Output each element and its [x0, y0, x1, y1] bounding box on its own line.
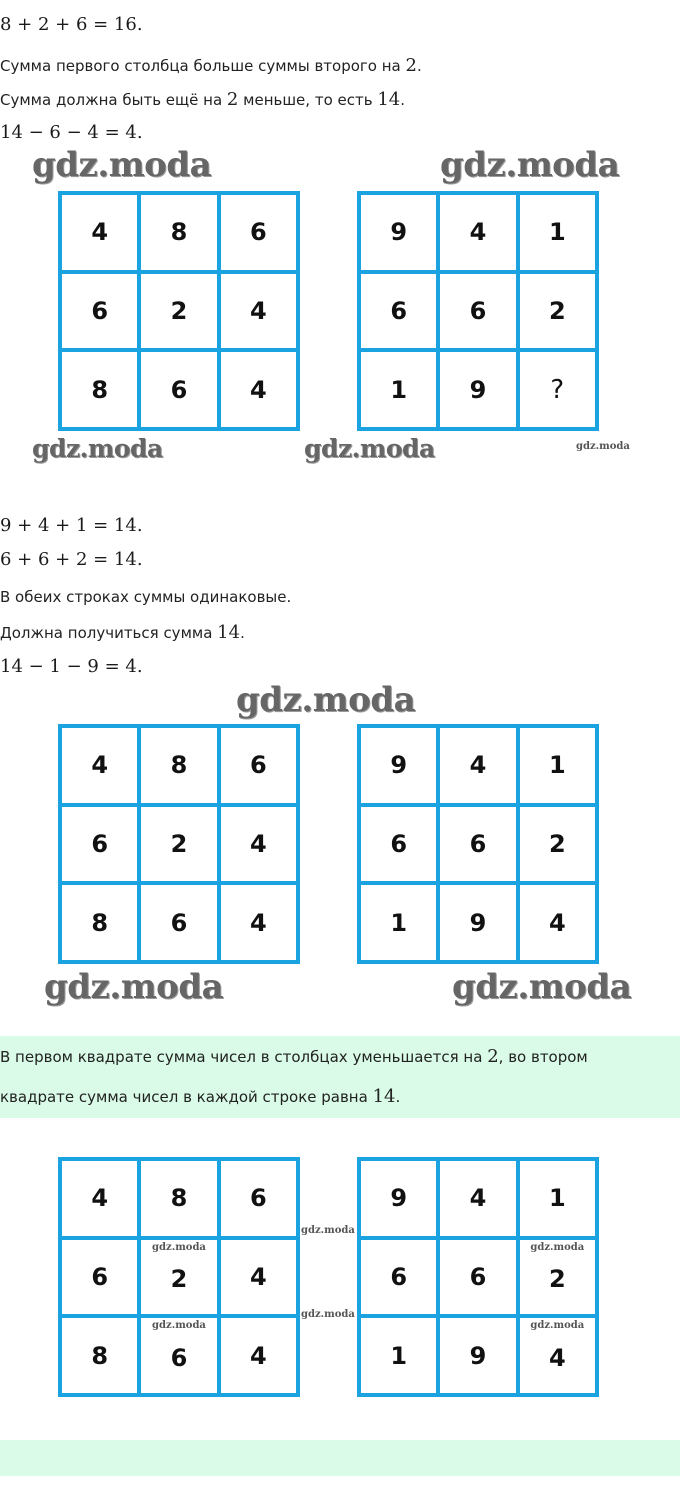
- cell: 6: [62, 1240, 137, 1315]
- cell: 1: [361, 885, 436, 960]
- watermark: gdz.moda: [44, 967, 224, 1007]
- conclusion-line-2: [0, 1086, 400, 1107]
- text: .: [416, 57, 422, 75]
- cell: 8: [62, 1318, 137, 1393]
- cell: 1: [520, 195, 595, 270]
- text: меньше, то есть: [238, 91, 378, 109]
- text: .: [240, 624, 245, 642]
- cell: 6: [440, 807, 515, 882]
- cell: 6: [221, 1161, 296, 1236]
- cell: [141, 1240, 216, 1315]
- cell-value: 2: [548, 1264, 566, 1293]
- watermark: gdz.moda: [236, 680, 416, 720]
- cell-value: 6: [170, 1343, 188, 1372]
- text-line-column-difference: [0, 55, 422, 76]
- number: 2: [226, 89, 239, 110]
- watermark: gdz.moda: [152, 1320, 206, 1332]
- cell-value: 2: [170, 1264, 188, 1293]
- cell: 4: [221, 1318, 296, 1393]
- conclusion-box: [0, 1036, 680, 1118]
- cell: 4: [221, 274, 296, 349]
- cell: 6: [361, 807, 436, 882]
- cell: 1: [361, 1318, 436, 1393]
- cell: 6: [440, 274, 515, 349]
- cell: 6: [221, 728, 296, 803]
- cell: [141, 1318, 216, 1393]
- watermark: gdz.moda: [32, 434, 163, 463]
- number: 14: [377, 89, 401, 110]
- cell: 4: [221, 1240, 296, 1315]
- math-line-sum-first-column: 8 + 2 + 6 = 16.: [0, 14, 143, 35]
- text: Должна получиться сумма: [0, 624, 218, 642]
- watermark: gdz.moda: [152, 1241, 206, 1253]
- cell: 6: [361, 274, 436, 349]
- cell: 4: [62, 728, 137, 803]
- cell: 8: [141, 728, 216, 803]
- cell: 4: [62, 195, 137, 270]
- cell: 9: [361, 728, 436, 803]
- cell: 4: [221, 885, 296, 960]
- cell: 8: [141, 1161, 216, 1236]
- cell: 4: [221, 807, 296, 882]
- cell: 8: [62, 352, 137, 427]
- question-mark-cell: ?: [520, 352, 595, 427]
- square-left-3: [58, 1157, 300, 1397]
- cell: 9: [440, 352, 515, 427]
- watermark: gdz.moda: [304, 434, 435, 463]
- answer-cell: 4: [520, 885, 595, 960]
- math-line-result-second: 14 − 1 − 9 = 4.: [0, 656, 143, 677]
- empty-highlight-box: [0, 1440, 680, 1476]
- text: , во втором: [498, 1048, 588, 1066]
- number: 14: [372, 1086, 396, 1107]
- text-line-sum-less: [0, 89, 405, 110]
- cell: 9: [440, 885, 515, 960]
- watermark: gdz.moda: [32, 145, 212, 185]
- watermark: gdz.moda: [576, 441, 630, 452]
- cell: [520, 1240, 595, 1315]
- cell: 6: [361, 1240, 436, 1315]
- cell: 6: [62, 807, 137, 882]
- watermark: gdz.moda: [452, 967, 632, 1007]
- cell: 2: [520, 274, 595, 349]
- cell: 8: [141, 195, 216, 270]
- square-left-2: [58, 724, 300, 964]
- watermark: gdz.moda: [530, 1241, 585, 1253]
- number: 2: [405, 55, 417, 76]
- cell: 2: [141, 274, 216, 349]
- square-right-answer: [357, 724, 599, 964]
- text: Сумма должна быть ещё на: [0, 91, 227, 109]
- text-line-same-sums: В обеих строках суммы одинаковые.: [0, 588, 292, 606]
- watermark: gdz.moda: [440, 145, 620, 185]
- text: Сумма первого столбца больше суммы второго на: [0, 57, 406, 75]
- cell: 1: [361, 352, 436, 427]
- cell: 1: [520, 728, 595, 803]
- text: .: [395, 1088, 401, 1106]
- math-line-row-two: 6 + 6 + 2 = 14.: [0, 549, 143, 570]
- cell: 4: [62, 1161, 137, 1236]
- watermark: gdz.moda: [301, 1225, 355, 1236]
- cell: 9: [361, 1161, 436, 1236]
- number: 14: [217, 622, 241, 643]
- cell: 6: [62, 274, 137, 349]
- cell: 6: [440, 1240, 515, 1315]
- cell: 1: [520, 1161, 595, 1236]
- cell: 8: [62, 885, 137, 960]
- cell: 2: [520, 807, 595, 882]
- number: 2: [487, 1046, 499, 1067]
- square-right-question: [357, 191, 599, 431]
- text-line-target-sum: [0, 622, 245, 643]
- cell: 4: [440, 728, 515, 803]
- math-line-row-one: 9 + 4 + 1 = 14.: [0, 515, 143, 536]
- watermark: gdz.moda: [530, 1320, 585, 1332]
- cell: 6: [141, 885, 216, 960]
- cell: [520, 1318, 595, 1393]
- square-left-1: [58, 191, 300, 431]
- watermark: gdz.moda: [301, 1309, 355, 1320]
- square-right-3: [357, 1157, 599, 1397]
- text: квадрате сумма чисел в каждой строке равна: [0, 1088, 373, 1106]
- cell-value: 4: [548, 1343, 566, 1372]
- cell: 6: [221, 195, 296, 270]
- text: В первом квадрате сумма чисел в столбцах уменьшается на: [0, 1048, 488, 1066]
- text: .: [400, 91, 406, 109]
- cell: 4: [440, 1161, 515, 1236]
- conclusion-line-1: [0, 1046, 588, 1067]
- cell: 4: [440, 195, 515, 270]
- cell: 9: [361, 195, 436, 270]
- cell: 2: [141, 807, 216, 882]
- cell: 4: [221, 352, 296, 427]
- cell: 9: [440, 1318, 515, 1393]
- cell: 6: [141, 352, 216, 427]
- math-line-result-first: 14 − 6 − 4 = 4.: [0, 122, 143, 143]
